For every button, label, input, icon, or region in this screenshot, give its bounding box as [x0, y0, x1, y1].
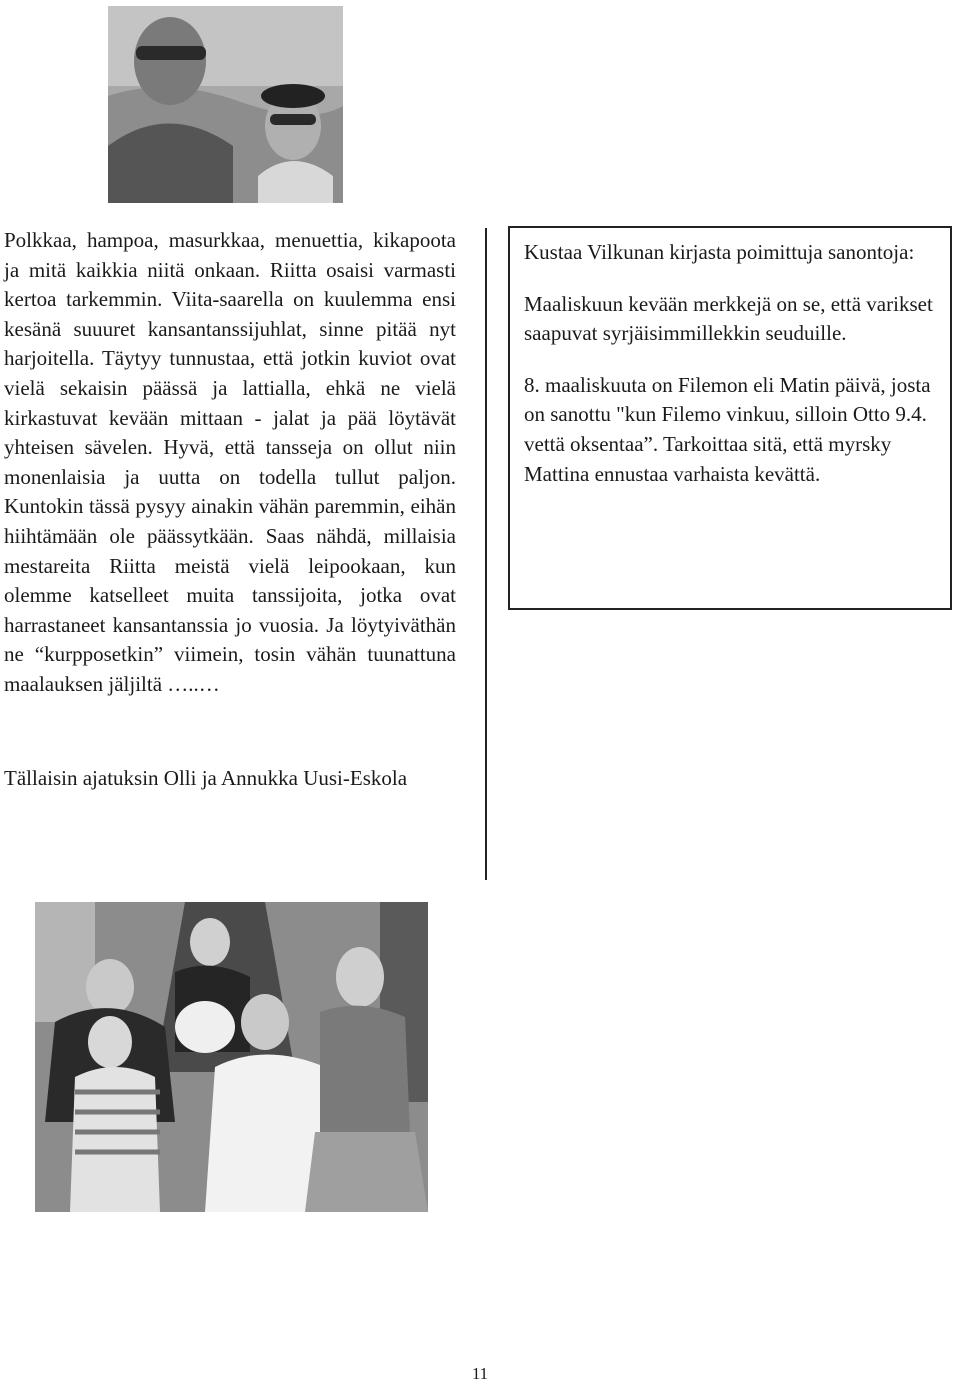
- sayings-box: [508, 226, 952, 610]
- article-paragraph: Polkkaa, hampoa, masurkkaa, menuettia, kikapoota ja mitä kaikkia niitä onkaan. Riitta osaisi varmasti kertoa tarkemmin. Viita-saarella on kuulemma ensi kesänä suuuret kansantanssijuhlat, sinne pitää nyt harjoitella. Täytyy tunnustaa, että jotkin kuviot ovat vielä sekaisin päässä ja lattialla, ehkä ne vielä kirkastuvat kevään mittaan - jalat ja pää löytävät yhteisen sävelen. Hyvä, että tansseja on ollut niin monenlaisia ja uutta on todella tullut paljon. Kuntokin tässä pysyy ainakin vähän paremmin, eihän hiihtämään ole päässytkään. Saas nähdä, millaisia mestareita Riitta meistä vielä leipookaan, kun olemme katselleet muita tanssijoita, jotka ovat harrastaneet kansantanssia jo vuosia. Ja löytyiväthän ne “kurpposetkin” viimein, tosin vähän tuunattuna maalauksen jäljiltä …..…: [4, 228, 456, 696]
- photo-family-group: [35, 902, 428, 1212]
- column-divider: [485, 228, 487, 880]
- photo-family-image: [35, 902, 428, 1212]
- saying-2: 8. maaliskuuta on Filemon eli Matin päivä, josta on sanottu "kun Filemo vinkuu, silloin Otto 9.4. vettä oksentaa”. Tarkoittaa sitä, että myrsky Mattina ennustaa varhaista kevättä.: [524, 372, 931, 486]
- article-text-column: [4, 226, 456, 793]
- saying-1: Maaliskuun kevään merkkejä on se, että varikset saapuvat syrjäisimmillekkin seuduille.: [524, 291, 933, 346]
- sayings-heading: Kustaa Vilkunan kirjasta poimittuja sanontoja:: [524, 240, 915, 264]
- page-number: 11: [471, 1364, 489, 1383]
- photo-couple-outdoors: [108, 6, 343, 203]
- photo-couple-image: [108, 6, 343, 203]
- signature: Tällaisin ajatuksin Olli ja Annukka Uusi-Eskola: [4, 765, 408, 790]
